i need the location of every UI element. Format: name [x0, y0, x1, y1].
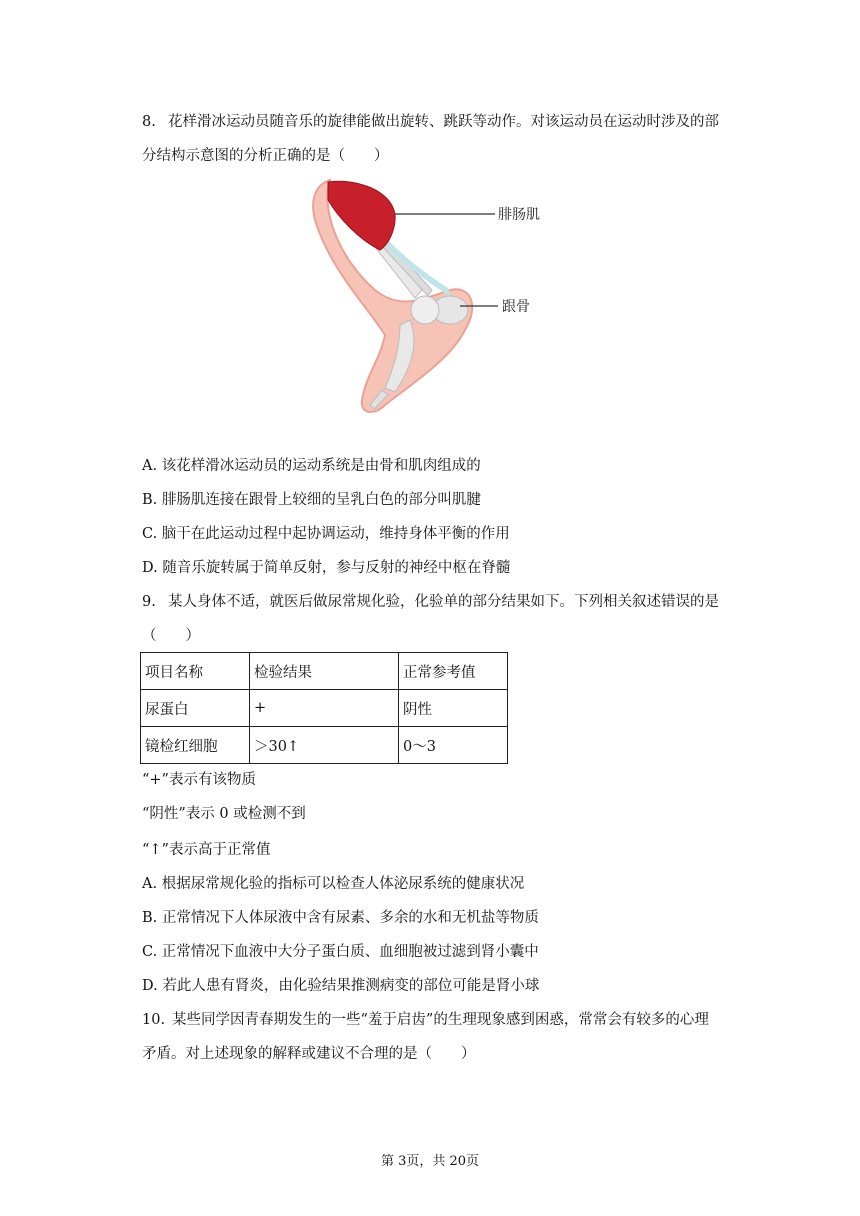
urinalysis-table [140, 652, 508, 764]
q8-number: 8. [142, 114, 156, 130]
q8-stem-line2: 分结构示意图的分析正确的是（ ） [142, 148, 389, 164]
q9-note-arrow: “↑”表示高于正常值 [142, 842, 271, 858]
table-header-cell: 项目名称 [141, 653, 250, 690]
label-calcaneus: 跟骨 [502, 299, 530, 315]
table-cell: 0～3 [399, 727, 508, 764]
q8-option-a: A. 该花样滑冰运动员的运动系统是由骨和肌肉组成的 [142, 458, 481, 474]
q9-option-c: C. 正常情况下血液中大分子蛋白质、血细胞被过滤到肾小囊中 [142, 944, 539, 960]
q10-number: 10. [142, 1012, 166, 1028]
table-row [141, 727, 508, 764]
q8-option-c: C. 脑干在此运动过程中起协调运动，维持身体平衡的作用 [142, 526, 510, 542]
q8-stem-line1: 8. 花样滑冰运动员随音乐的旋律能做出旋转、跳跃等动作。对该运动员在运动时涉及的部 [142, 114, 719, 130]
q9-stem-line2: （ ） [142, 628, 200, 644]
table-cell: 尿蛋白 [141, 690, 250, 727]
table-row [141, 690, 508, 727]
page-footer: 第 3页，共 20页 [380, 1154, 480, 1169]
table-header-cell: 检验结果 [250, 653, 399, 690]
q8-option-b: B. 腓肠肌连接在跟骨上较细的呈乳白色的部分叫肌腱 [142, 492, 481, 508]
table-cell: 镜检红细胞 [141, 727, 250, 764]
table-header-cell: 正常参考值 [399, 653, 508, 690]
q10-stem-line2: 矛盾。对上述现象的解释或建议不合理的是（ ） [142, 1046, 476, 1062]
q9-stem-line1: 9. 某人身体不适，就医后做尿常规化验，化验单的部分结果如下。下列相关叙述错误的是 [142, 594, 719, 610]
q9-number: 9. [142, 594, 156, 610]
q9-option-a: A. 根据尿常规化验的指标可以检查人体泌尿系统的健康状况 [142, 876, 525, 892]
q9-option-d: D. 若此人患有肾炎，由化验结果推测病变的部位可能是肾小球 [142, 978, 540, 994]
q8-option-d: D. 随音乐旋转属于简单反射，参与反射的神经中枢在脊髓 [142, 560, 511, 576]
q9-note-negative: “阴性”表示 0 或检测不到 [142, 806, 306, 822]
q10-stem-line1: 10. 某些同学因青春期发生的一些“羞于启齿”的生理现象感到困惑，常常会有较多的心理 [142, 1012, 709, 1028]
table-cell: + [250, 690, 399, 727]
leg-anatomy-figure [300, 170, 560, 420]
talus-bone [411, 296, 439, 324]
q9-option-b: B. 正常情况下人体尿液中含有尿素、多余的水和无机盐等物质 [142, 910, 539, 926]
table-cell: 阴性 [399, 690, 508, 727]
label-gastrocnemius: 腓肠肌 [498, 207, 540, 223]
table-header-row [141, 653, 508, 690]
q9-note-plus: “+”表示有该物质 [142, 772, 256, 788]
table-cell: ＞30↑ [250, 727, 399, 764]
